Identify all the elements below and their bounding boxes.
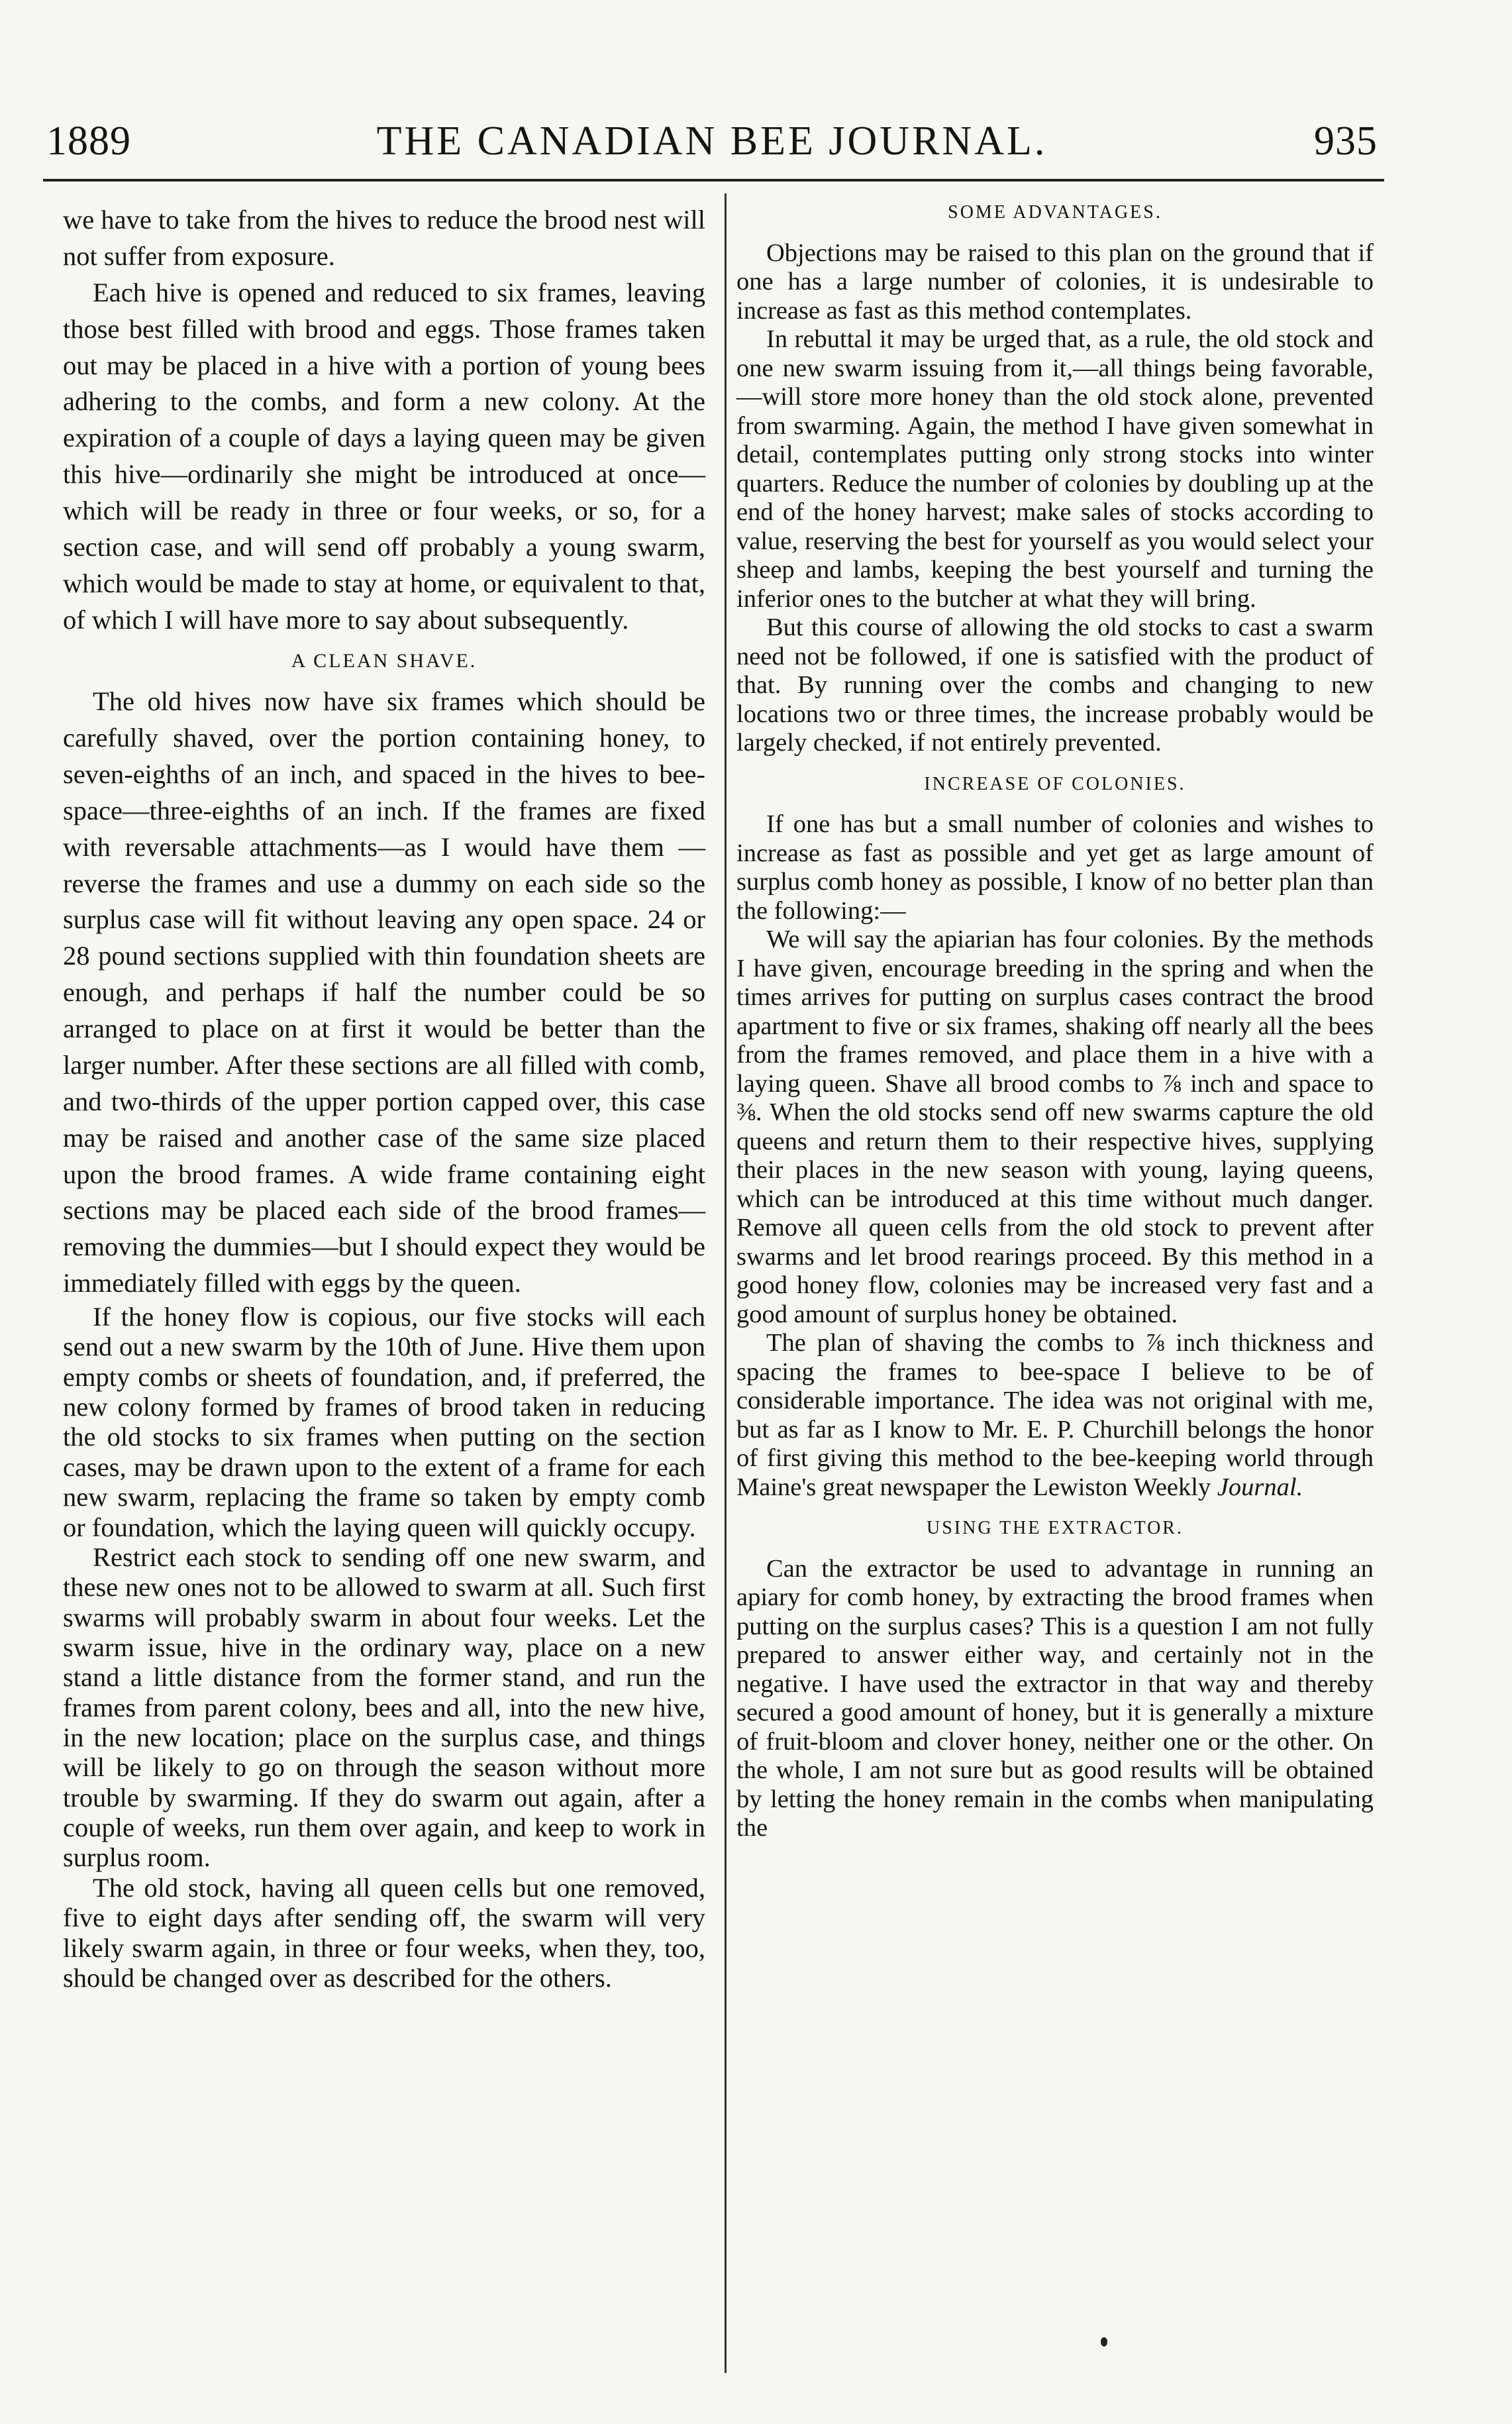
journal-title: THE CANADIAN BEE JOURNAL.: [376, 119, 1048, 164]
right-column: [736, 202, 1374, 1843]
left-paragraph-1: we have to take from the hives to reduce the brood nest will not suffer from exposure.: [63, 205, 705, 271]
column-divider: [725, 193, 727, 2373]
left-paragraph-4: If the honey flow is copious, our five stocks will each send out a new swarm by the 10th of June. Hive them upon empty combs or sheets of foundation, and, if preferred, the new colony formed by frames of brood taken in reducing the old stocks to six frames when putting on the section cases, may be drawn upon to the extent of a frame for each new swarm, replacing the frame so taken by empty comb or foundation, which the laying queen will quickly occupy.: [63, 1302, 705, 1542]
right-paragraph-1: Objections may be raised to this plan on the ground that if one has a large number of colonies, it is undesirable to increase as fast as this method contemplates.: [736, 238, 1374, 325]
right-paragraph-6: [736, 1329, 1374, 1502]
right-paragraph-7: Can the extractor be used to advantage in running an apiary for comb honey, by extracting the brood frames when putting on the surplus cases? This is a question I am not fully prepared to answer either way, and certainly not in the negative. I have used the extractor in that way and thereby secured a good amount of honey, but it is generally a mixture of fruit-bloom and clover honey, neither one or the other. On the whole, I am not sure but as good results will be obtained by letting the honey remain in the combs when manipulating the: [736, 1554, 1374, 1842]
header-year: 1889: [46, 119, 131, 164]
journal-name-italic: Journal.: [1217, 1473, 1303, 1501]
right-paragraph-3: But this course of allowing the old stocks to cast a swarm need not be followed, if one is satisfied with the product of that. By running over the combs and changing to new locations two or three times, the increase probably would be largely checked, if not entirely prevented.: [736, 613, 1374, 757]
right-paragraph-6-text: The plan of shaving the combs to ⅞ inch thickness and spacing the frames to bee-space I believe to be of considerable importance. The idea was not original with me, but as far as I know to Mr. E. P. Churchill belongs the honor of first giving this method to the bee-keeping world through Maine's great newspaper the Lewiston Weekly: [736, 1329, 1374, 1501]
left-column: [63, 202, 705, 1993]
right-paragraph-4: If one has but a small number of colonies and wishes to increase as fast as possible and yet get as large amount of surplus comb honey as possible, I know of no better plan than the following:—: [736, 810, 1374, 925]
page-number: 935: [1314, 119, 1378, 164]
left-paragraph-5: Restrict each stock to sending off one new swarm, and these new ones not to be allowed to swarm at all. Such first swarms will probably swarm in about four weeks. Let the swarm issue, hive in the ordinary way, place on a new stand a little distance from the former stand, and run the frames from parent colony, bees and all, into the new hive, in the new location; place on the surplus case, and things will be likely to go on through the season without more trouble by swarming. If they do swarm out again, after a couple of weeks, run them over again, and keep to work in surplus room.: [63, 1542, 705, 1873]
header-rule: [43, 179, 1384, 182]
ink-speck: [1101, 2337, 1107, 2346]
right-paragraph-2: In rebuttal it may be urged that, as a rule, the old stock and one new swarm issuing from it,—all things being favorable,—will store more honey than the old stock alone, prevented from swarming. Again, the method I have given somewhat in detail, contemplates putting only strong stocks into winter quarters. Reduce the number of colonies by doubling up at the end of the honey harvest; make sales of stocks according to value, reserving the best for yourself as you would select your sheep and lambs, keeping the best yourself and turning the inferior ones to the butcher at what they will bring.: [736, 325, 1374, 613]
left-paragraph-3: The old hives now have six frames which should be carefully shaved, over the portion containing honey, to seven-eighths of an inch, and spaced in the hives to bee-space—three-eighths of an inch. If the frames are fixed with reversable attachments—as I would have them —reverse the frames and use a dummy on each side so the surplus case will fit without leaving any open space. 24 or 28 pound sections supplied with thin foundation sheets are enough, and perhaps if half the number could be so arranged to place on at first it would be better than the larger number. After these sections are all filled with comb, and two-thirds of the upper portion capped over, this case may be raised and another case of the same size placed upon the brood frames. A wide frame containing eight sections may be placed each side of the brood frames—removing the dummies—but I should expect they would be immediately filled with eggs by the queen.: [63, 686, 705, 1298]
right-paragraph-5: We will say the apiarian has four colonies. By the methods I have given, encourage breeding in the spring and when the times arrives for putting on surplus cases contract the brood apartment to five or six frames, shaking off nearly all the bees from the frames removed, and place them in a hive with a laying queen. Shave all brood combs to ⅞ inch and space to ⅜. When the old stocks send off new swarms capture the old queens and return them to their respective hives, supplying their places in the new season with young, laying queens, which can be introduced at this time without much danger. Remove all queen cells from the old stock to prevent after swarms and let brood rearings proceed. By this method in a good honey flow, colonies may be increased very fast and a good amount of surplus honey be obtained.: [736, 925, 1374, 1328]
heading-clean-shave: A CLEAN SHAVE.: [291, 649, 478, 672]
left-paragraph-2: Each hive is opened and reduced to six frames, leaving those best filled with brood and eggs. Those frames taken out may be placed in a hive with a portion of young bees adhering to the combs, and form a new colony. At the expiration of a couple of days a laying queen may be given this hive—ordinarily she might be introduced at once—which will be ready in three or four weeks, or so, for a section case, and will send off probably a young swarm, which would be made to stay at home, or equivalent to that, of which I will have more to say about subsequently.: [63, 277, 705, 635]
heading-some-advantages: SOME ADVANTAGES.: [948, 202, 1162, 223]
left-paragraph-6: The old stock, having all queen cells but one removed, five to eight days after sending off, the swarm will very likely swarm again, in three or four weeks, when they, too, should be changed over as described for the others.: [63, 1872, 705, 1993]
heading-using-the-extractor: USING THE EXTRACTOR.: [927, 1518, 1184, 1539]
page-header: [40, 113, 1384, 172]
heading-increase-of-colonies: INCREASE OF COLONIES.: [924, 773, 1186, 794]
